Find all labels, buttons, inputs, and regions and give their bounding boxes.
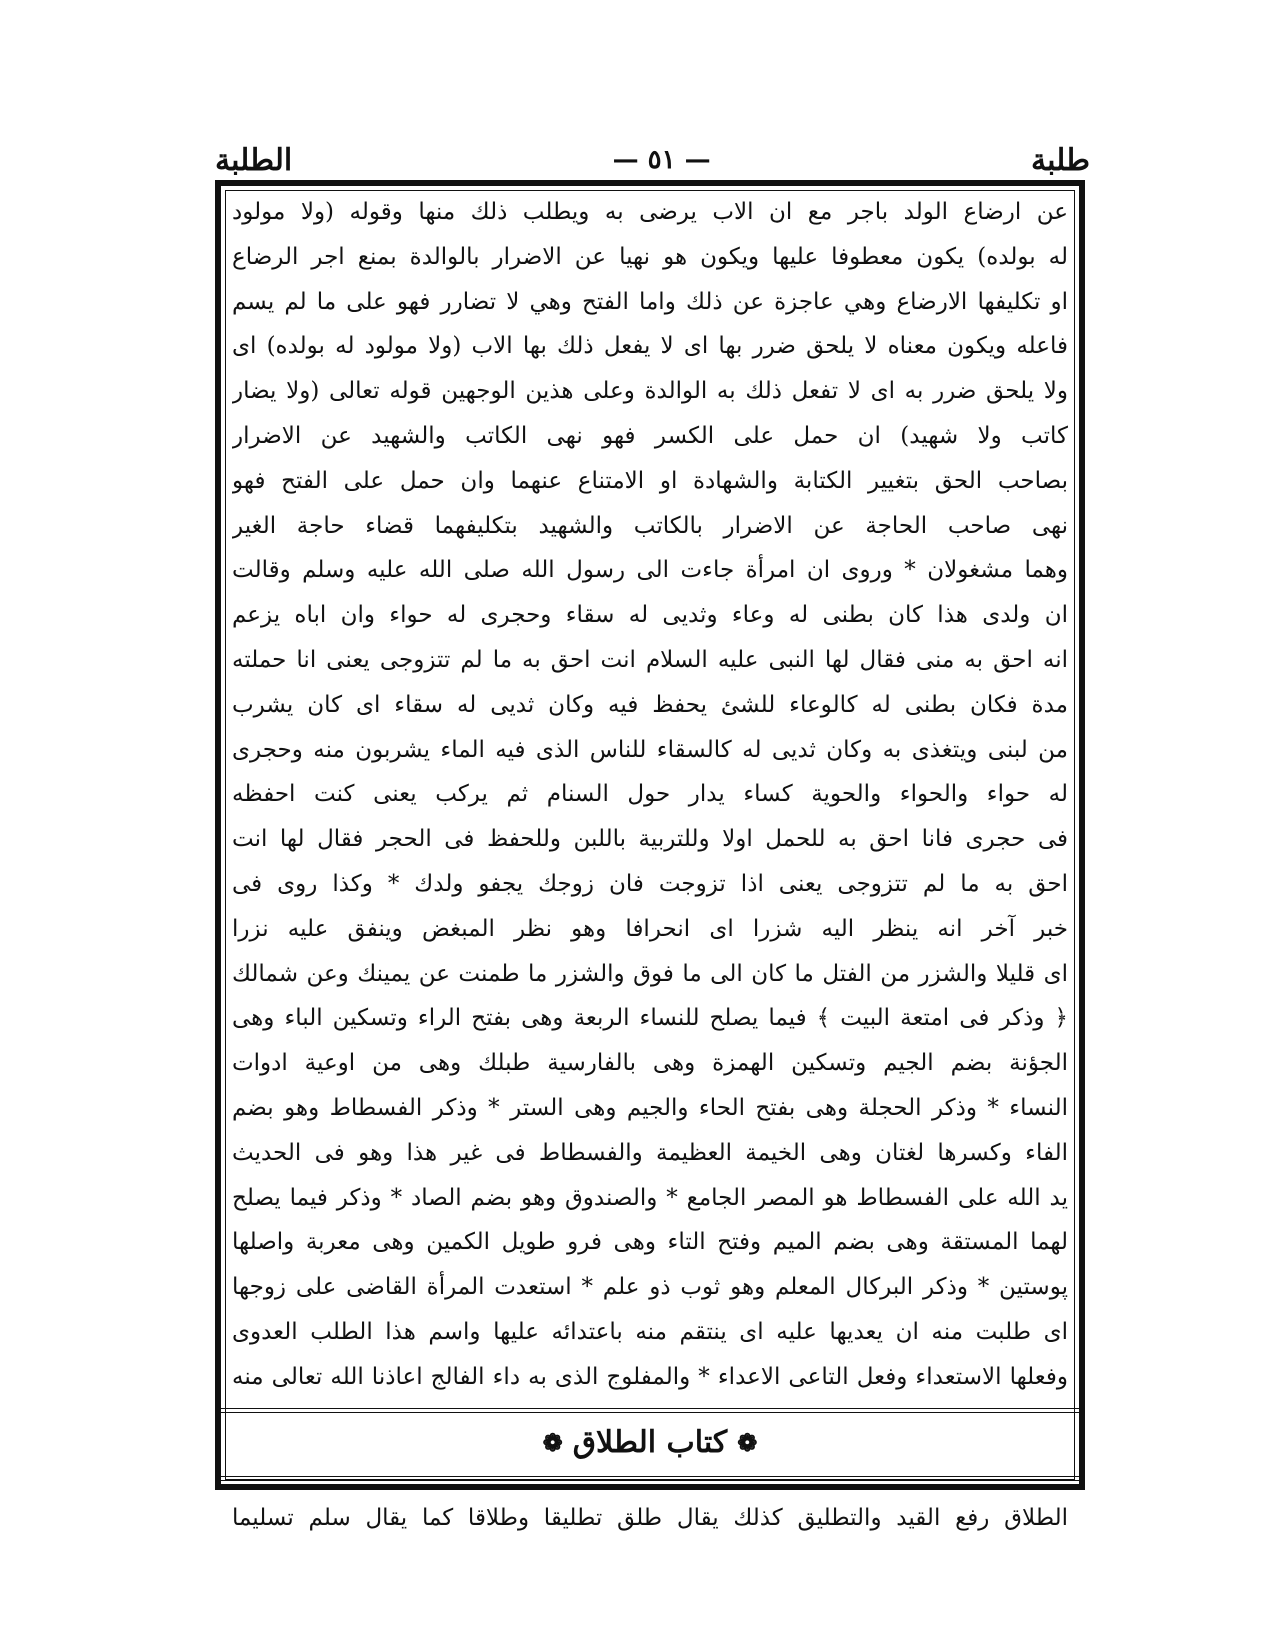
text-line: كاتب ولا شهيد) ان حمل على الكسر فهو نهى الكاتب والشهيد عن الاضرار bbox=[232, 422, 1068, 449]
header-right-word: طلبة bbox=[1031, 142, 1090, 178]
text-line: النساء * وذكر الحجلة وهى بفتح الحاء والجيم وهى الستر * وذكر الفسطاط وهو بضم bbox=[232, 1094, 1068, 1121]
text-line: وفعلها الاستعداء وفعل التاعى الاعداء * والمفلوج الذى به داء الفالج اعاذنا الله تعالى منه bbox=[232, 1363, 1068, 1390]
text-line: عن ارضاع الولد باجر مع ان الاب يرضى به ويطلب ذلك منها وقوله (ولا مولود bbox=[232, 199, 1068, 225]
chapter-first-line: الطلاق رفع القيد والتطليق كذلك يقال طلق تطليقا وطلاقا كما يقال سلم تسليما bbox=[232, 1505, 1068, 1531]
text-line: نهى صاحب الحاجة عن الاضرار بالكاتب والشهيد بتكليفهما قضاء حاجة الغير bbox=[232, 512, 1068, 539]
text-line: وهما مشغولان * وروى ان امرأة جاءت الى رسول الله صلى الله عليه وسلم وقالت bbox=[232, 557, 1068, 584]
ornament-icon: ❁ bbox=[542, 1428, 563, 1457]
text-line: انه احق به منى فقال لها النبى عليه السلام انت احق به ما لم تتزوجى يعنى انا حملته bbox=[232, 646, 1068, 673]
text-line: بصاحب الحق بتغيير الكتابة والشهادة او الامتناع عنهما وان حمل على الفتح فهو bbox=[232, 467, 1068, 494]
header-left-word: الطلبة bbox=[215, 142, 293, 178]
text-line: له حواء والحواء والحوية كساء يدار حول السنام ثم يركب يعنى كنت احفظه bbox=[232, 781, 1068, 808]
text-line: له بولده) يكون معطوفا عليها ويكون هو نهيا عن الاضرار بالوالدة بمنع اجر الرضاع bbox=[232, 243, 1068, 270]
text-line: او تكليفها الارضاع وهي عاجزة عن ذلك واما الفتح وهي لا تضارر فهو على ما لم يسم bbox=[232, 288, 1068, 315]
text-line: احق به ما لم تتزوجى يعنى اذا تزوجت فان زوجك يجفو ولدك * وكذا روى فى bbox=[232, 870, 1068, 897]
chapter-heading bbox=[220, 1415, 1080, 1470]
text-line: ان ولدى هذا كان بطنى له وعاء وثديى له سقاء وحجرى له حواء وان اباه يزعم bbox=[232, 602, 1068, 629]
text-line: ﴿ وذكر فى امتعة البيت ﴾ فيما يصلح للنساء الربعة وهى بفتح الراء وتسكين الباء وهى bbox=[232, 1005, 1068, 1032]
text-line: مدة فكان بطنى له كالوعاء للشئ يحفظ فيه وكان ثديى له سقاء اى كان يشرب bbox=[232, 691, 1068, 718]
text-line: پوستين * وذكر البركال المعلم وهو ثوب ذو علم * استعدت المرأة القاضى على زوجها bbox=[232, 1274, 1068, 1301]
ornament-icon: ❁ bbox=[737, 1428, 758, 1457]
text-line: الفاء وكسرها لغتان وهى الخيمة العظيمة والفسطاط فى غير هذا وهو فى الحديث bbox=[232, 1139, 1068, 1166]
chapter-title: كتاب الطلاق bbox=[572, 1425, 728, 1460]
page-header bbox=[215, 138, 1090, 182]
text-line: اى طلبت منه ان يعديها عليه اى ينتقم منه باعتدائه عليها واسم هذا الطلب العدوى bbox=[232, 1318, 1068, 1345]
body-text bbox=[232, 190, 1068, 1400]
text-line: فى حجرى فانا احق به للحمل اولا وللتربية باللبن وللحفظ فى الحجر فقال لها انت bbox=[232, 826, 1068, 853]
page-number: — ٥١ — bbox=[612, 145, 711, 175]
text-line: ولا يلحق ضرر به اى لا تفعل ذلك به الوالدة وعلى هذين الوجهين قوله تعالى (ولا يضار bbox=[232, 378, 1068, 405]
text-line: لهما المستقة وهى بضم الميم وفتح التاء وهى فرو طويل الكمين وهى معربة واصلها bbox=[232, 1229, 1068, 1256]
text-line: يد الله على الفسطاط هو المصر الجامع * والصندوق وهو بضم الصاد * وذكر فيما يصلح bbox=[232, 1184, 1068, 1211]
text-line: اى قليلا والشزر من الفتل ما كان الى ما فوق والشزر ما طمنت عن يمينك وعن شمالك bbox=[232, 960, 1068, 987]
text-line: الجؤنة بضم الجيم وتسكين الهمزة وهى بالفارسية طبلك وهى من اوعية ادوات bbox=[232, 1050, 1068, 1077]
section-rule-bottom bbox=[220, 1476, 1080, 1481]
text-line: من لبنى ويتغذى به وكان ثديى له كالسقاء للناس الذى فيه الماء يشربون منه وحجرى bbox=[232, 736, 1068, 763]
text-line: فاعله ويكون معناه لا يلحق ضرر بها اى لا يفعل ذلك بها الاب (ولا مولود له بولده) اى bbox=[232, 333, 1068, 360]
section-rule-top bbox=[220, 1408, 1080, 1413]
text-line: خبر آخر انه ينظر اليه شزرا اى انحرافا وهو نظر المبغض وينفق عليه نزرا bbox=[232, 915, 1068, 942]
